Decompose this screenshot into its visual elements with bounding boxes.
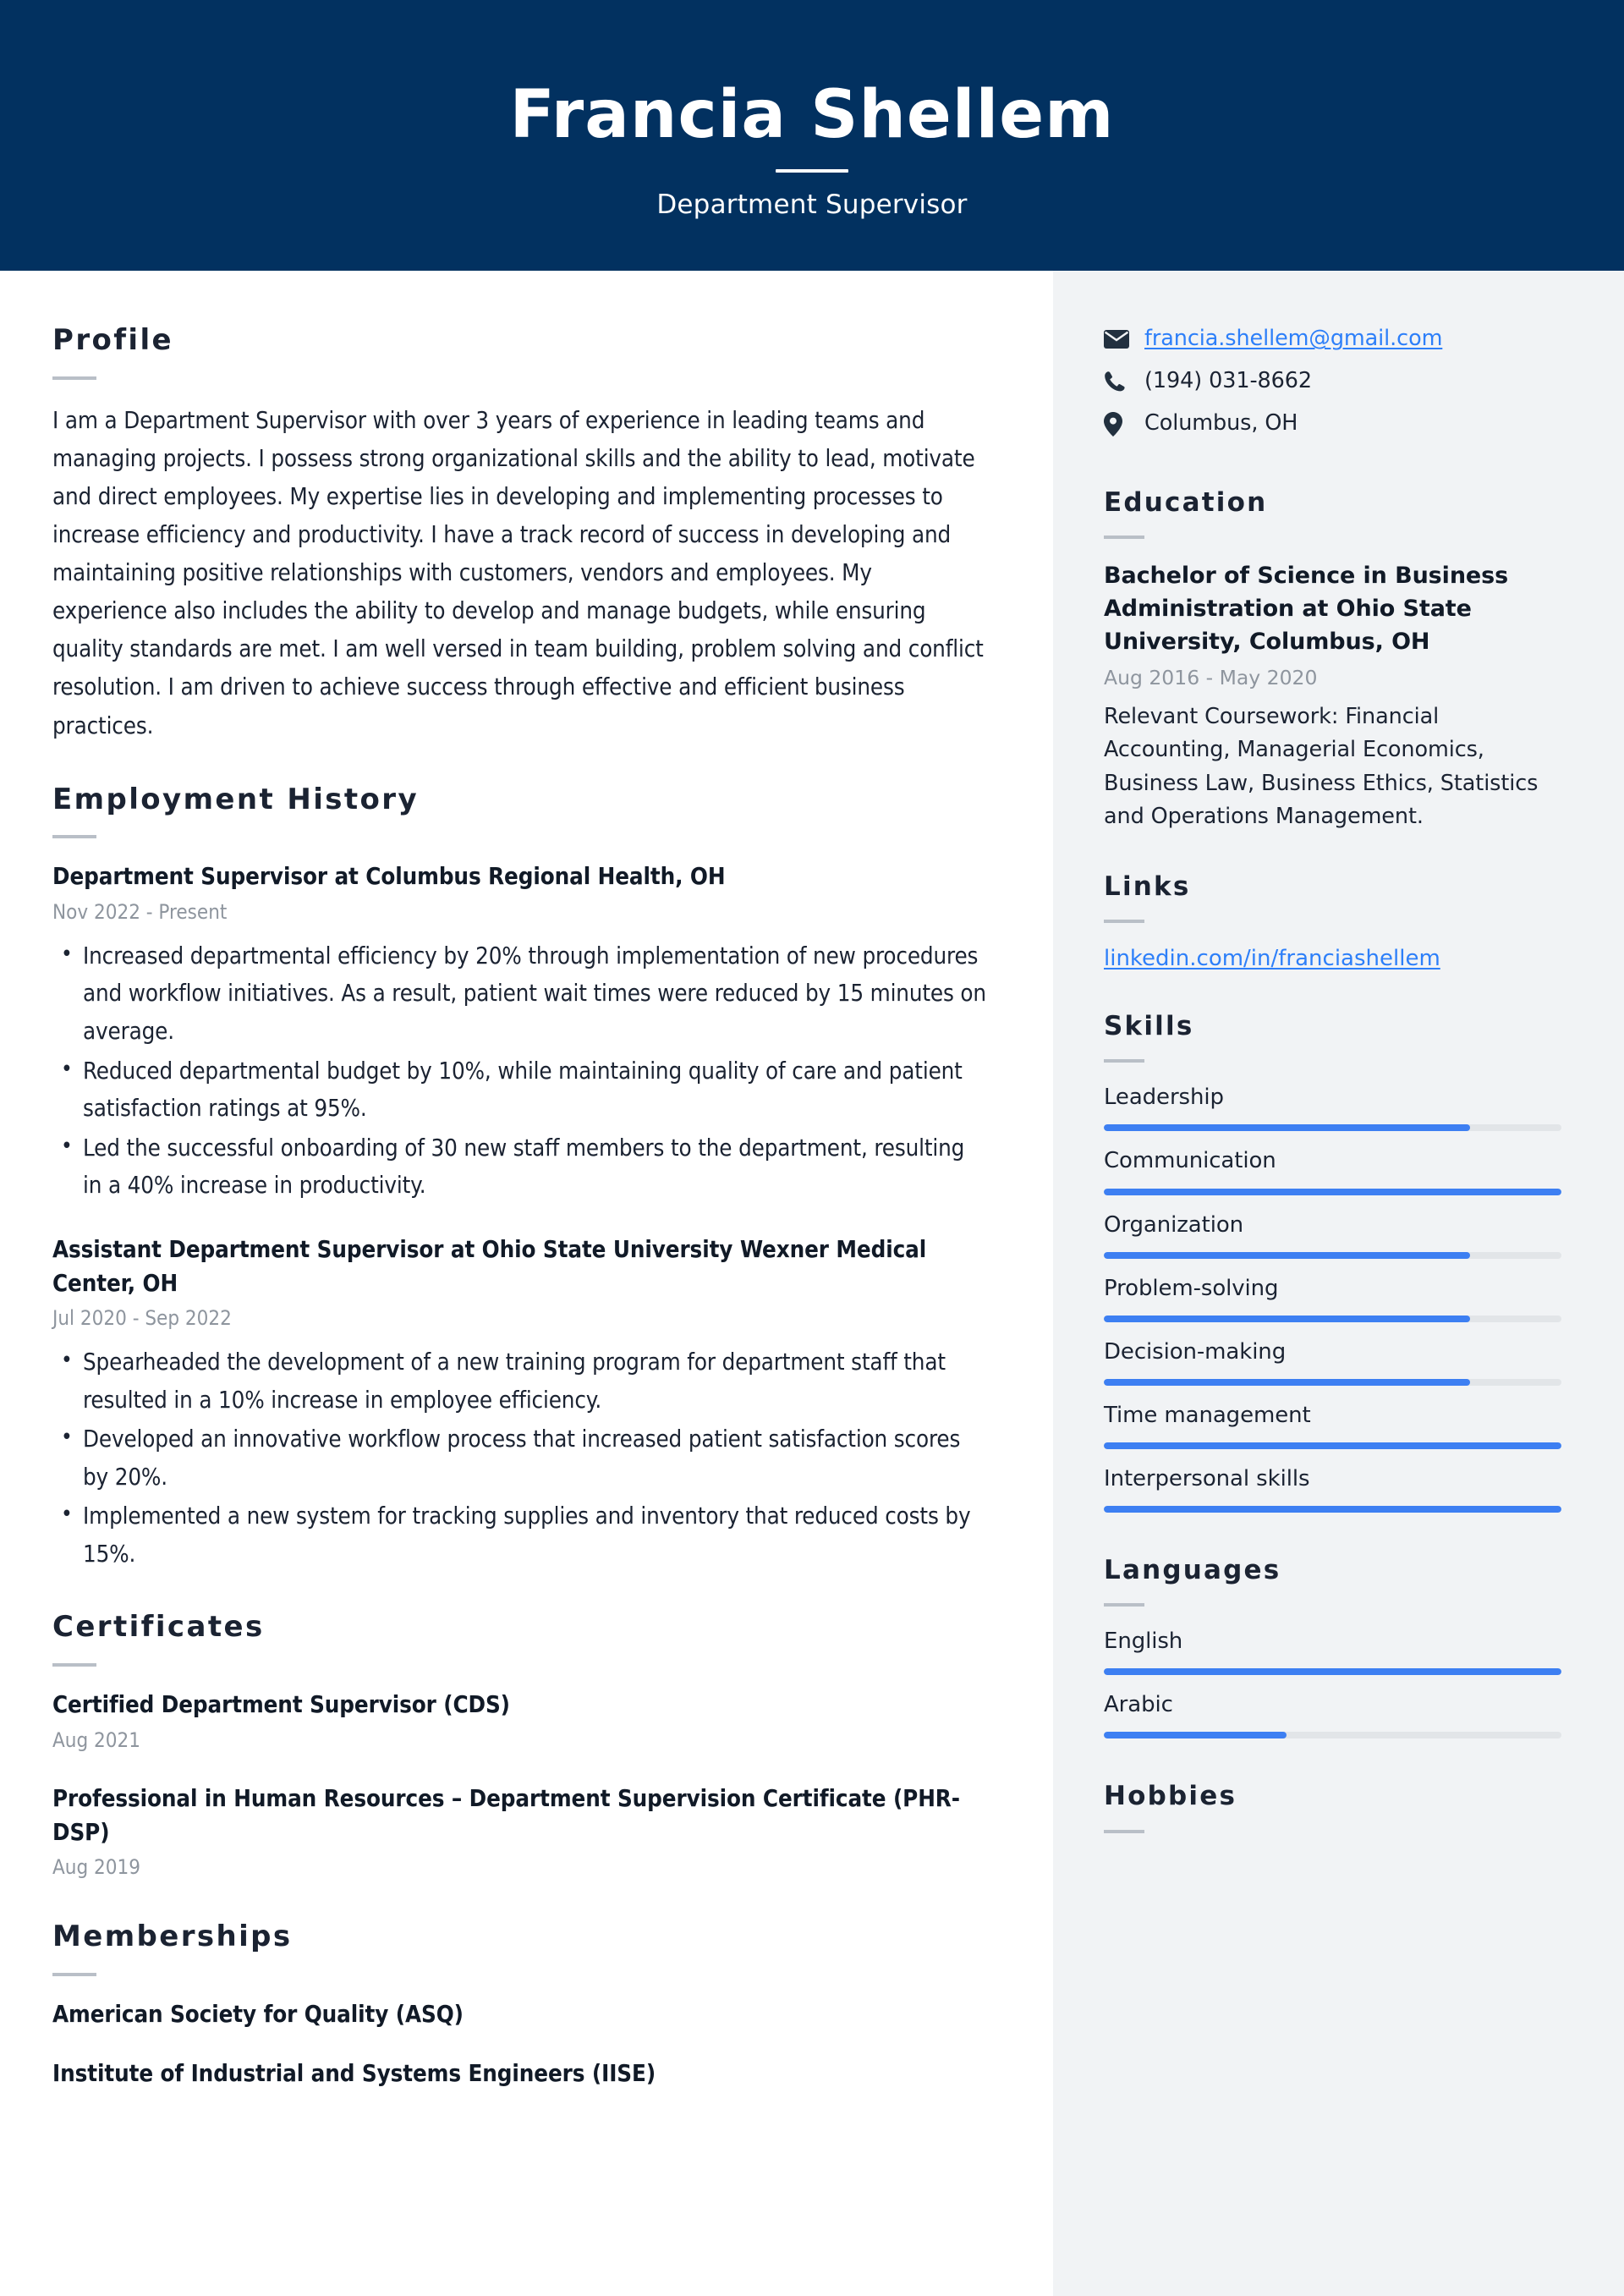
hobbies-heading-rule [1104, 1830, 1144, 1833]
skill-row [1104, 1211, 1561, 1259]
skill-row [1104, 1401, 1561, 1449]
section-memberships [52, 1920, 987, 2091]
profile-heading: Profile [52, 323, 174, 357]
certificate-title: Certified Department Supervisor (CDS) [52, 1691, 510, 1719]
skill-row [1104, 1274, 1561, 1322]
job-entry [52, 1233, 987, 1574]
job-bullet: • Spearheaded the development of a new training program for department staff that resulted in a 10% increase in employee efficiency. [52, 1343, 987, 1419]
skill-row [1104, 1083, 1561, 1131]
skill-row [1104, 1464, 1561, 1513]
skill-meter-track [1104, 1316, 1561, 1322]
skill-meter-track [1104, 1379, 1561, 1386]
membership-title: Institute of Industrial and Systems Engineers (IISE) [52, 2059, 656, 2087]
education-heading-rule [1104, 536, 1144, 539]
job-bullet: • Developed an innovative workflow process that increased patient satisfaction scores by 20%. [52, 1420, 987, 1496]
envelope-icon [1104, 327, 1133, 352]
hobbies-heading: Hobbies [1104, 1781, 1237, 1812]
skill-meter-fill [1104, 1124, 1470, 1131]
skill-label: Decision-making [1104, 1338, 1287, 1365]
education-degree: Bachelor of Science in Business Administration at Ohio State University, Columbus, OH [1104, 563, 1509, 656]
skill-label: Problem-solving [1104, 1275, 1279, 1301]
contact-row-email[interactable] [1104, 323, 1561, 355]
candidate-name: Francia Shellem [509, 77, 1115, 154]
certificate-date: Aug 2019 [52, 1855, 140, 1880]
resume-header [0, 0, 1624, 271]
skill-meter-fill [1104, 1506, 1561, 1513]
section-hobbies [1104, 1781, 1561, 1832]
section-employment-history [52, 783, 987, 1574]
skill-meter-track [1104, 1506, 1561, 1513]
certificate-entry [52, 1782, 987, 1882]
skill-meter-track [1104, 1124, 1561, 1131]
link-linkedin[interactable]: linkedin.com/in/franciashellem [1104, 945, 1440, 971]
certificate-title: Professional in Human Resources – Department Supervision Certificate (PHR-DSP) [52, 1784, 960, 1846]
language-label: Arabic [1104, 1692, 1173, 1718]
sidebar-column [1053, 271, 1624, 2296]
language-meter-fill [1104, 1668, 1561, 1675]
skill-meter-track [1104, 1252, 1561, 1259]
profile-heading-rule [52, 376, 96, 380]
skill-meter-track [1104, 1442, 1561, 1449]
job-title: Department Supervisor at Columbus Regional Health, OH [52, 863, 726, 891]
job-bullet: • Increased departmental efficiency by 20% through implementation of new procedures and workflow initiatives. As a result, patient wait times were reduced by 15 minutes on average. [52, 937, 987, 1051]
certificate-entry [52, 1689, 987, 1755]
skills-heading: Skills [1104, 1011, 1194, 1042]
education-heading: Education [1104, 487, 1268, 518]
section-skills [1104, 1011, 1561, 1513]
certificates-heading: Certificates [52, 1610, 265, 1645]
skill-label: Organization [1104, 1211, 1244, 1238]
skill-label: Interpersonal skills [1104, 1465, 1310, 1491]
languages-heading: Languages [1104, 1554, 1281, 1585]
contact-row-location [1104, 408, 1561, 440]
skill-meter-fill [1104, 1252, 1470, 1259]
job-title: Assistant Department Supervisor at Ohio State University Wexner Medical Center, OH [52, 1235, 927, 1297]
job-dates: Jul 2020 - Sep 2022 [52, 1306, 232, 1331]
skill-row [1104, 1146, 1561, 1195]
contact-row-phone [1104, 365, 1561, 398]
memberships-heading-rule [52, 1973, 96, 1976]
links-heading: Links [1104, 871, 1191, 902]
skill-meter-fill [1104, 1189, 1561, 1195]
certificate-date: Aug 2021 [52, 1728, 140, 1753]
job-entry [52, 860, 987, 1204]
section-links [1104, 871, 1561, 975]
section-languages [1104, 1555, 1561, 1738]
skill-label: Time management [1104, 1402, 1311, 1428]
education-dates: Aug 2016 - May 2020 [1104, 665, 1318, 689]
skill-meter-fill [1104, 1442, 1561, 1449]
map-pin-icon [1104, 411, 1133, 437]
skills-heading-rule [1104, 1059, 1144, 1063]
skill-meter-fill [1104, 1379, 1470, 1386]
skill-meter-track [1104, 1189, 1561, 1195]
candidate-job-title: Department Supervisor [656, 189, 968, 220]
contact-list [1104, 323, 1561, 440]
profile-text: I am a Department Supervisor with over 3 years of experience in leading teams and managing projects. I possess strong organizational skills and the ability to lead, motivate and direct employees. My expertise lies in developing and implementing processes to increase efficiency and productivity. I have a track record of success in developing and maintaining positive relationships with customers, vendors and employees. My experience also includes the ability to develop and manage budgets, while ensuring quality standards are met. I am well versed in team building, problem solving and conflict resolution. I am driven to achieve success through effective and efficient business practices. [52, 406, 984, 739]
job-bullet: • Led the successful onboarding of 30 new staff members to the department, resulting in a 40% increase in productivity. [52, 1129, 987, 1205]
membership-entry [52, 1998, 987, 2032]
language-meter-track [1104, 1732, 1561, 1738]
job-bullet: • Reduced departmental budget by 10%, while maintaining quality of care and patient satisfaction ratings at 95%. [52, 1052, 987, 1128]
job-dates: Nov 2022 - Present [52, 900, 228, 925]
employment-heading: Employment History [52, 782, 420, 816]
memberships-heading: Memberships [52, 1919, 293, 1953]
membership-entry [52, 2057, 987, 2091]
education-description: Relevant Coursework: Financial Accounting, Managerial Economics, Business Law, Business Ethics, Statistics and Operations Management. [1104, 703, 1539, 830]
language-meter-track [1104, 1668, 1561, 1675]
job-bullet-list [52, 937, 987, 1205]
language-row [1104, 1690, 1561, 1738]
membership-title: American Society for Quality (ASQ) [52, 2000, 464, 2028]
skill-label: Leadership [1104, 1085, 1224, 1111]
certificates-heading-rule [52, 1663, 96, 1667]
skill-row [1104, 1338, 1561, 1386]
main-column [0, 271, 1053, 2296]
phone-icon [1104, 369, 1133, 394]
contact-email-link[interactable]: francia.shellem@gmail.com [1144, 326, 1443, 352]
header-divider [776, 169, 848, 173]
job-bullet-list [52, 1343, 987, 1573]
contact-phone-value: (194) 031-8662 [1144, 368, 1313, 394]
section-profile [52, 323, 987, 745]
language-meter-fill [1104, 1732, 1287, 1738]
employment-heading-rule [52, 835, 96, 838]
education-entry [1104, 559, 1561, 833]
skill-label: Communication [1104, 1148, 1276, 1174]
section-certificates [52, 1610, 987, 1882]
job-bullet: • Implemented a new system for tracking supplies and inventory that reduced costs by 15%. [52, 1497, 987, 1573]
language-row [1104, 1627, 1561, 1675]
skill-meter-fill [1104, 1316, 1470, 1322]
languages-heading-rule [1104, 1603, 1144, 1607]
section-education [1104, 487, 1561, 834]
language-label: English [1104, 1629, 1183, 1655]
links-heading-rule [1104, 920, 1144, 923]
contact-location-value: Columbus, OH [1144, 410, 1298, 437]
resume-body [0, 271, 1624, 2296]
